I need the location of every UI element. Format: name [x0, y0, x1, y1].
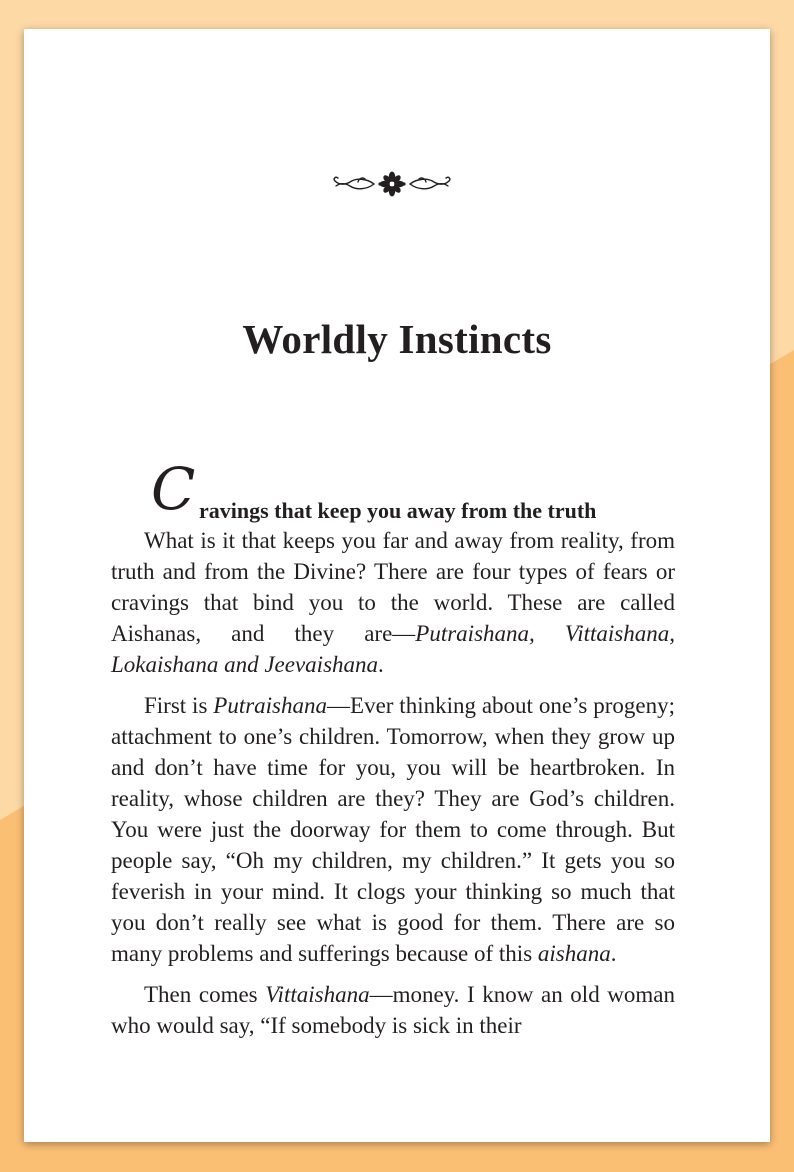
- section-subheading: [111, 455, 675, 523]
- subheading-text: ravings that keep you away from the truth: [199, 498, 597, 523]
- body-text: [111, 455, 676, 1051]
- paragraph: First is Putraishana—Ever thinking about one’s progeny; attachment to one’s children. Tomorrow, when they grow up and don’t have time for you, you will be heartbroken. In reality, whose children are they? They are God’s children. You were just the doorway for them to come through. But people say, “Oh my children, my children.” It gets you so feverish in your mind. It clogs your thinking so much that you don’t really see what is good for them. There are so many problems and sufferings because of this aishana.: [111, 693, 675, 966]
- drop-cap: C: [151, 455, 196, 523]
- paragraph: Then comes Vittaishana—money. I know an old woman who would say, “If somebody is sick in their: [111, 982, 676, 1038]
- chapter-title: Worldly Instincts: [242, 316, 552, 362]
- book-page: [24, 29, 770, 1142]
- floral-divider-icon: [330, 169, 454, 199]
- paragraph: What is it that keeps you far and away from reality, from truth and from the Divine? There are four types of fears or cravings that bind you to the world. These are called Aishanas, and they are—Putraishana, Vittaishana, Lokaishana and Jeevaishana.: [111, 528, 675, 677]
